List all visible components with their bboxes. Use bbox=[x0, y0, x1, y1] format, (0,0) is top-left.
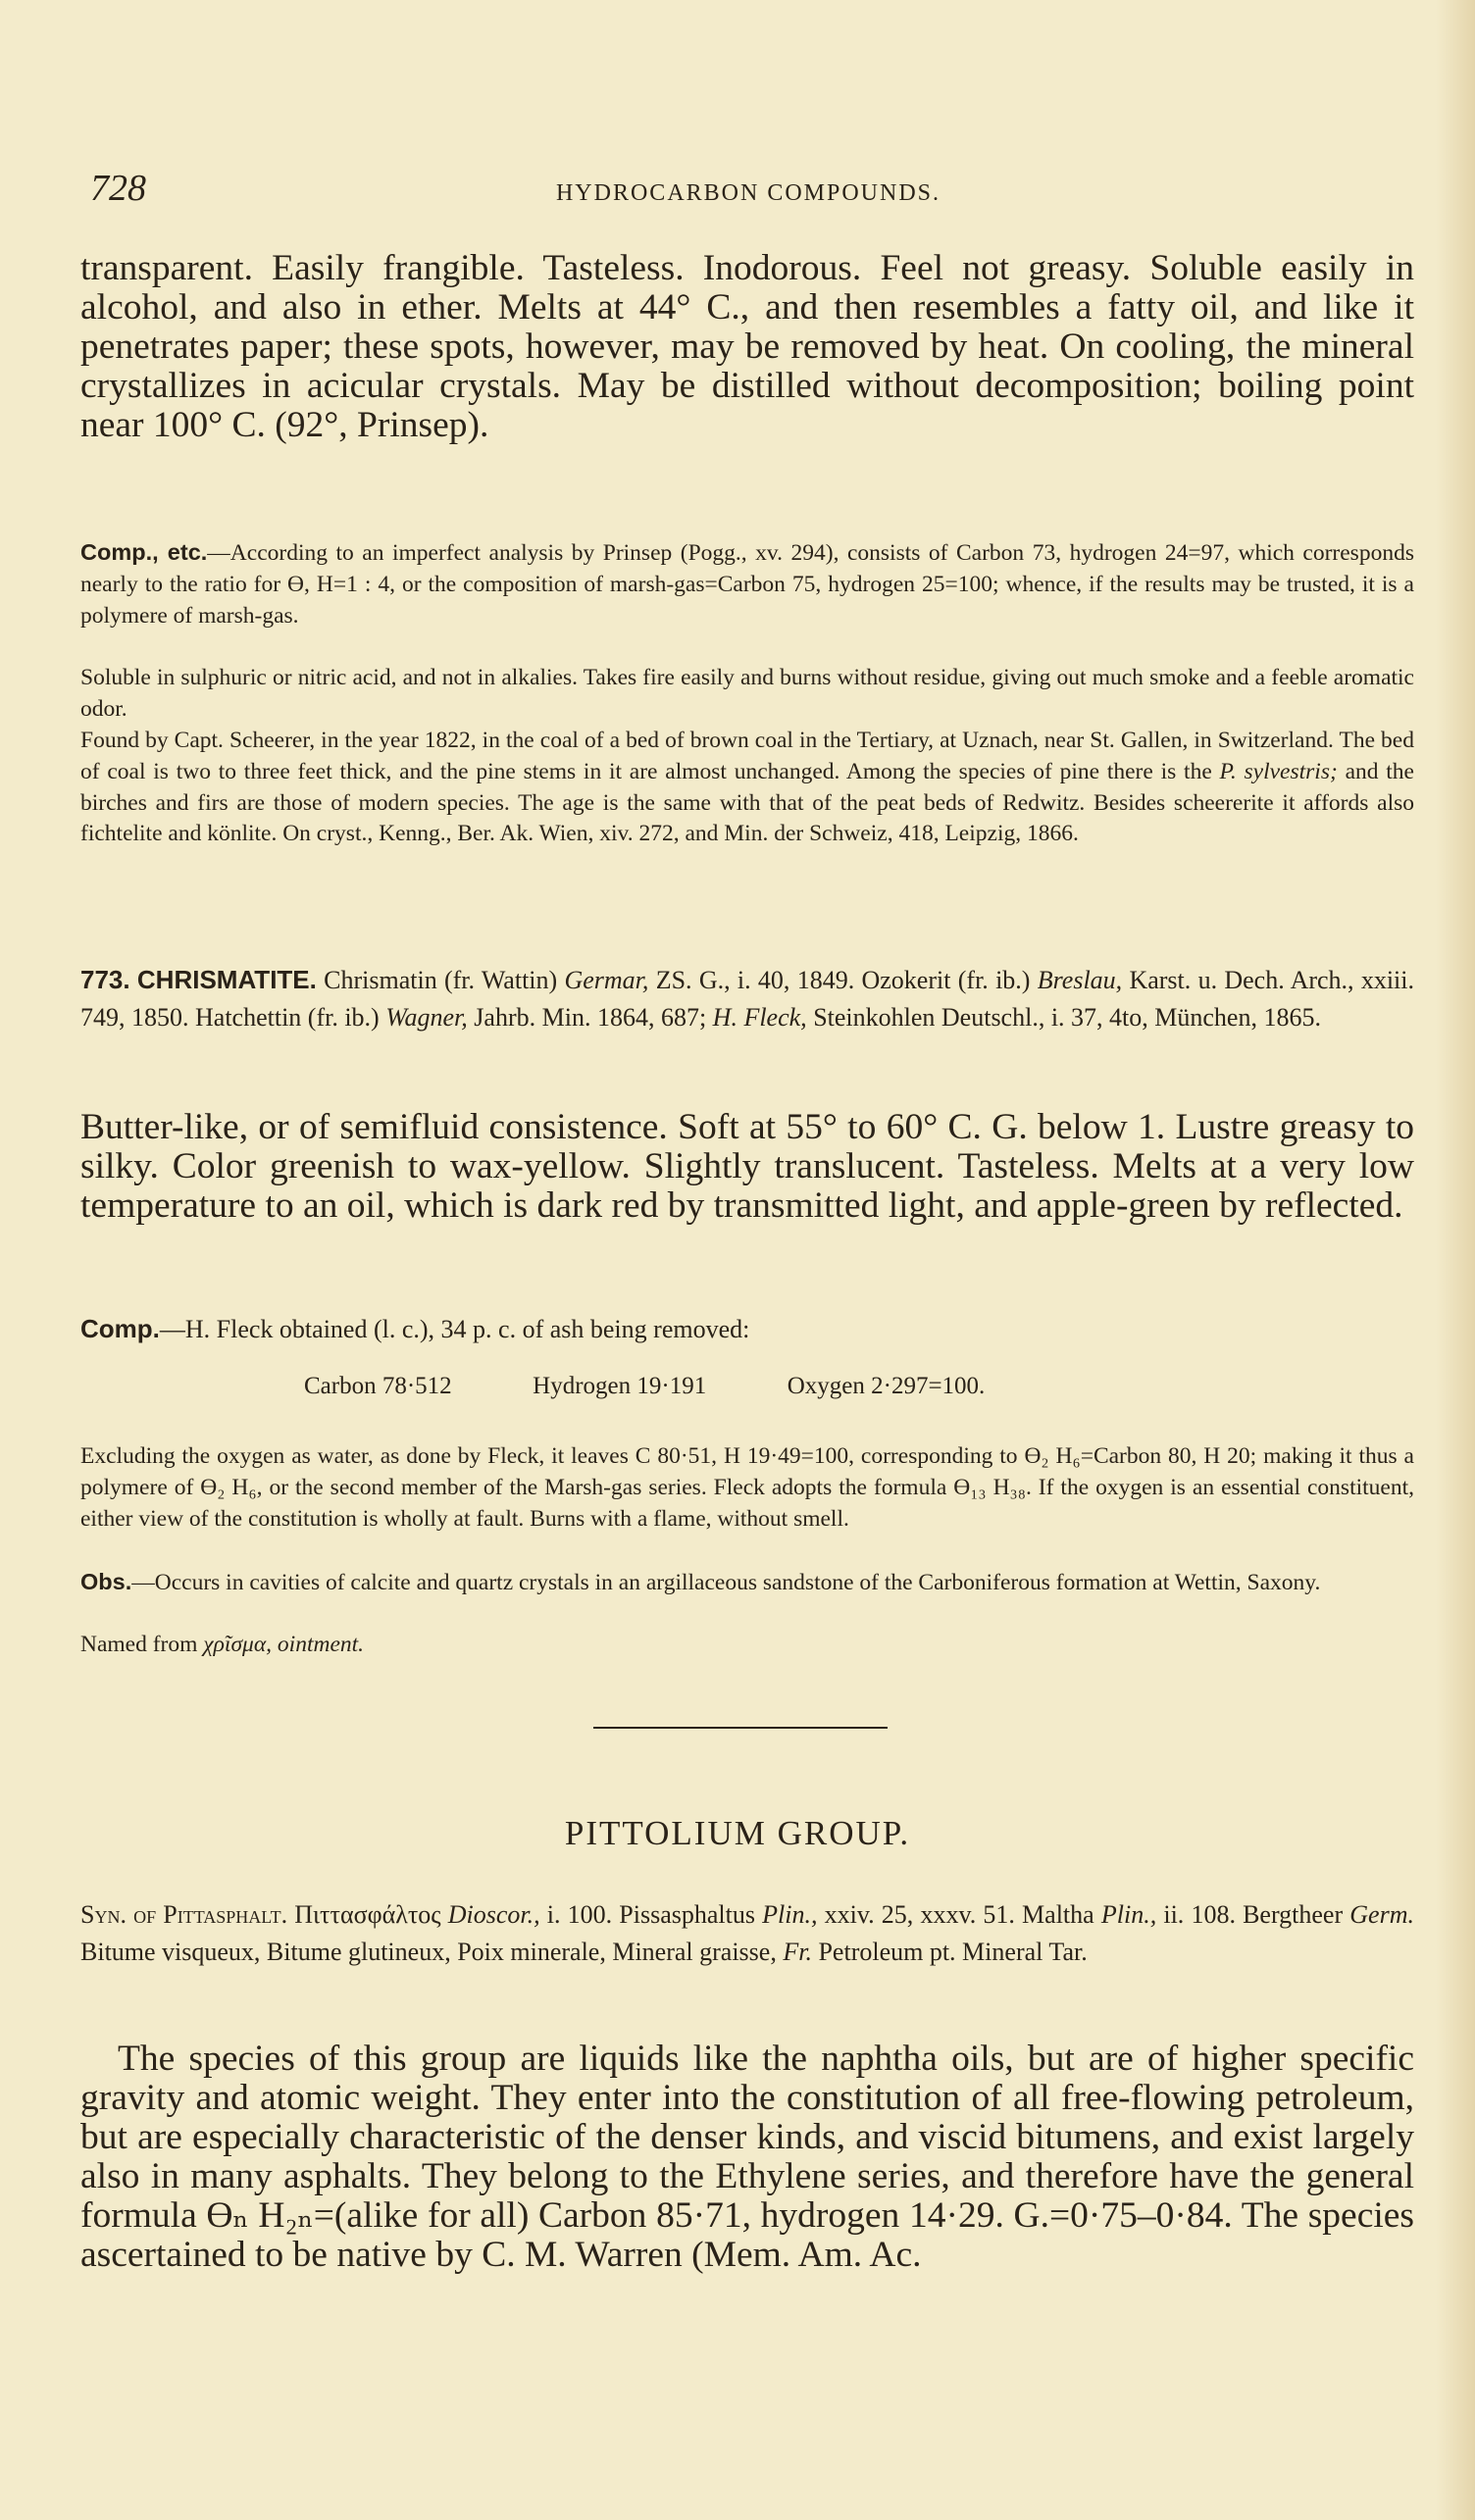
page-header bbox=[80, 167, 1416, 216]
scheererite-found bbox=[80, 726, 1414, 850]
page-edge-stain bbox=[1436, 0, 1475, 2520]
named-meaning: ointment. bbox=[272, 1632, 365, 1657]
running-head: HYDROCARBON COMPOUNDS. bbox=[555, 180, 941, 206]
syn-1: Chrismatin (fr. Wattin) bbox=[316, 966, 565, 994]
formula-carbon: Carbon 78·512 bbox=[304, 1373, 452, 1399]
syn-greek: Πιττασφάλτος bbox=[287, 1900, 448, 1929]
syn-breslau: Breslau, bbox=[1037, 966, 1123, 994]
composition-formula bbox=[304, 1373, 985, 1400]
comp-label: Comp. bbox=[80, 1314, 160, 1343]
group-title: PITTOLIUM GROUP. bbox=[564, 1814, 911, 1852]
syn-wagner: Wagner, bbox=[385, 1003, 468, 1032]
section-divider bbox=[593, 1727, 888, 1729]
obs-text: —Occurs in cavities of calcite and quartz crystals in an argillaceous sandstone of the Carboniferous formation at Wettin, Saxony. bbox=[131, 1570, 1321, 1595]
found-italic: P. sylvestris; bbox=[1219, 758, 1338, 784]
comp-text: —According to an imperfect analysis by Prinsep (Pogg., xv. 294), consists of Carbon 73, hydrogen 24=97, which corresponds nearly to the ratio for Ɵ, H=1 : 4, or the composition of marsh-gas=Carbon 75, hydrogen 25=100; whence, if the results may be trusted, it is a polymere of marsh-gas. bbox=[80, 540, 1414, 629]
species-name: CHRISMATITE. bbox=[136, 965, 317, 994]
syn-plin1: Plin., bbox=[762, 1900, 818, 1929]
chrismatite-synonymy bbox=[80, 961, 1414, 1036]
syn-1: i. 100. Pissasphaltus bbox=[539, 1900, 763, 1929]
syn-label: Syn. of Pittasphalt. bbox=[80, 1900, 288, 1929]
found-text-2: and the birches and firs are those of modern species. The age is the same with that of the peat beds of Redwitz. Besides scheererite it affords also fichtelite and könlite. On cryst., Kenng., Ber. Ak. Wien, xiv. 272, and Min. der Schweiz, 418, Leipzig, 1866. bbox=[80, 758, 1414, 847]
chrismatite-excluding: Excluding the oxygen as water, as done by Fleck, it leaves C 80·51, H 19·49=100, corresponding to Ɵ₂ H₆=Carbon 80, H 20; making it thus a polymere of Ɵ₂ H₆, or the second member of the Marsh-gas series. Fleck adopts the formula Ɵ₁₃ H₃₈. If the oxygen is an essential constituent, either view of the constitution is wholly at fault. Burns with a flame, without smell. bbox=[80, 1443, 1414, 1532]
syn-5: Steinkohlen Deutschl., i. 37, 4to, München, 1865. bbox=[806, 1003, 1321, 1032]
obs-label: Obs. bbox=[80, 1569, 132, 1594]
scheererite-soluble: Soluble in sulphuric or nitric acid, and not in alkalies. Takes fire easily and burns without residue, giving out much smoke and a feeble aromatic odor. bbox=[80, 665, 1414, 722]
syn-2: ZS. G., i. 40, 1849. Ozokerit (fr. ib.) bbox=[648, 966, 1038, 994]
formula-oxygen: Oxygen 2·297=100. bbox=[787, 1373, 986, 1399]
syn-4: Bitume visqueux, Bitume glutineux, Poix minerale, Mineral graisse, bbox=[80, 1938, 784, 1966]
named-greek: χρῖσμα, bbox=[203, 1632, 273, 1657]
syn-fr: Fr. bbox=[783, 1938, 812, 1966]
comp-text: —H. Fleck obtained (l. c.), 34 p. c. of ash being removed: bbox=[159, 1315, 750, 1343]
intro-paragraph: transparent. Easily frangible. Tasteless. Inodorous. Feel not greasy. Soluble easily in alcohol, and also in ether. Melts at 44° C., and then resembles a fatty oil, and like it penetrates paper; these spots, however, may be removed by heat. On cooling, the mineral crystallizes in acicular crystals. May be distilled without decomposition; boiling point near 100° C. (92°, Prinsep). bbox=[80, 248, 1414, 445]
pittolium-paragraph: The species of this group are liquids like the naphtha oils, but are of higher specific gravity and atomic weight. They enter into the constitution of all free-flowing petroleum, but are especially characteristic of the denser kinds, and viscid bitumens, and exist largely also in many asphalts. They belong to the Ethylene series, and therefore have the general formula Ɵₙ H₂ₙ=(alike for all) Carbon 85·71, hydrogen 14·29. G.=0·75–0·84. The species ascertained to be native by C. M. Warren (Mem. Am. Ac. bbox=[80, 2039, 1414, 2275]
syn-3: Karst. u. Dech. Arch., xxiii. 749, 1850. Hatchettin (fr. ib.) bbox=[80, 966, 1414, 1032]
syn-2: xxiv. 25, xxxv. 51. Maltha bbox=[817, 1900, 1101, 1929]
syn-dioscor: Dioscor., bbox=[447, 1900, 540, 1929]
pittolium-synonymy bbox=[80, 1896, 1414, 1971]
formula-hydrogen: Hydrogen 19·191 bbox=[533, 1373, 707, 1399]
chrismatite-comp bbox=[80, 1310, 1414, 1348]
syn-5: Petroleum pt. Mineral Tar. bbox=[811, 1938, 1088, 1966]
chrismatite-named bbox=[80, 1630, 1414, 1661]
syn-4: Jahrb. Min. 1864, 687; bbox=[467, 1003, 713, 1032]
syn-germar: Germar, bbox=[564, 966, 649, 994]
page-number: 728 bbox=[90, 168, 146, 209]
syn-3: ii. 108. Bergtheer bbox=[1156, 1900, 1350, 1929]
chrismatite-description: Butter-like, or of semifluid consistence. Soft at 55° to 60° C. G. below 1. Lustre greasy to silky. Color greenish to wax-yellow. Slightly translucent. Tasteless. Melts at a very low temperature to an oil, which is dark red by transmitted light, and apple-green by reflected. bbox=[80, 1107, 1414, 1226]
named-text: Named from bbox=[80, 1632, 204, 1657]
syn-plin2: Plin., bbox=[1100, 1900, 1157, 1929]
scheererite-comp bbox=[80, 537, 1414, 631]
found-text-1: Found by Capt. Scheerer, in the year 1822, in the coal of a bed of brown coal in the Tertiary, at Uznach, near St. Gallen, in Switzerland. The bed of coal is two to three feet thick, and the pine stems in it are almost unchanged. Among the species of pine there is the bbox=[80, 728, 1414, 784]
comp-label: Comp., etc. bbox=[80, 539, 208, 565]
syn-fleck: H. Fleck, bbox=[712, 1003, 807, 1032]
species-number: 773. bbox=[80, 965, 130, 994]
syn-germ: Germ. bbox=[1349, 1900, 1414, 1929]
chrismatite-obs bbox=[80, 1567, 1414, 1599]
